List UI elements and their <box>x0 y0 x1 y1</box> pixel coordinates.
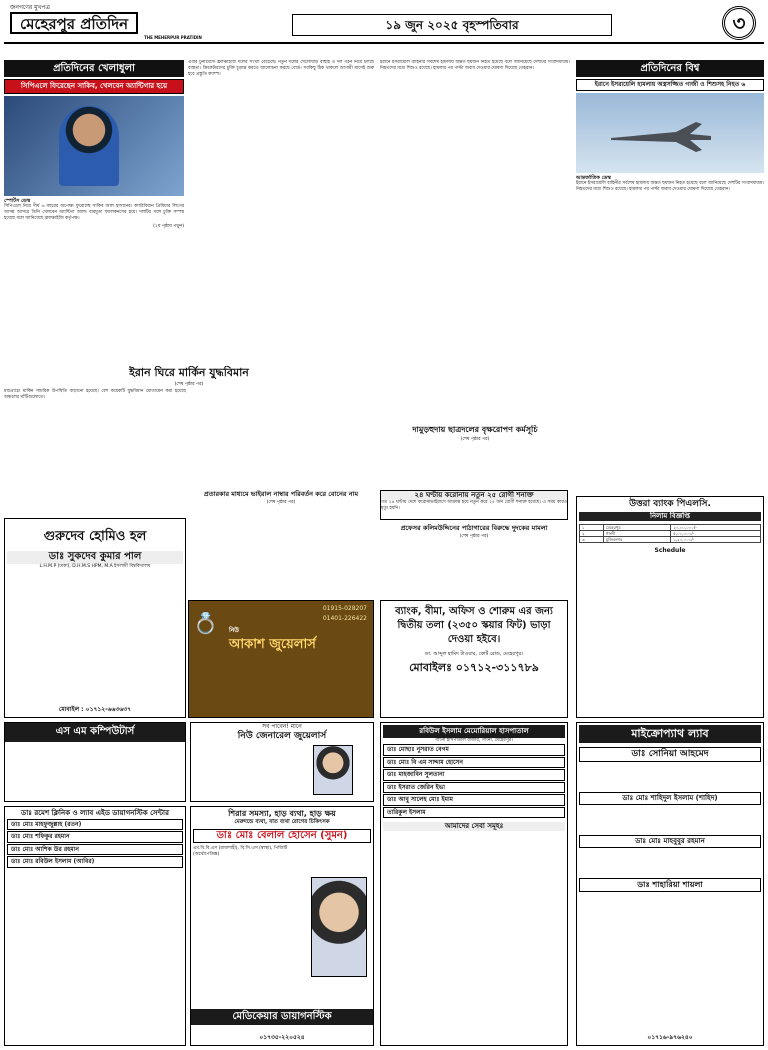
hospital-doctor-1: ডাঃ মোছাঃ নুসরাত বেগম <box>383 744 565 756</box>
jewelry-name: আকাশ জুয়েলার্স <box>229 637 316 652</box>
ortho-ad <box>190 806 374 1046</box>
iran-headline: ইরান ঘিরে মার্কিন যুদ্ধবিমান <box>129 366 249 379</box>
rent-mobile: মোবাইলঃ ০১৭১২-৩১১৭৮৯ <box>409 661 539 675</box>
jewelry-tag: নিউ <box>229 627 239 634</box>
corona-headline: ২৪ ঘণ্টায় করোনায় নতুন ২৫ রোগী শনাক্ত <box>381 491 567 500</box>
jet-icon <box>606 118 716 154</box>
hospital-doctor-2: ডাঃ মোঃ বি এম সাদ্দাম হোসেন <box>383 757 565 769</box>
column-three <box>380 60 570 360</box>
tola-headline: প্রফেসর কলিমউদ্দিনের পাঠাগারের বিরুদ্ধে দুদকের মামলা <box>400 524 548 532</box>
tola-continued: (শেষ পৃষ্ঠার পর) <box>459 534 489 540</box>
jewelry-phone2: 01401-226422 <box>322 615 367 622</box>
world-headline: ইরানে ইসরায়েলি হামলায় অস্ত্রসজ্জিত গাজী ও শিশুসহ নিহত ৬ <box>576 79 764 91</box>
ortho-degree: এম.বি.বি.এস (রাজশাহী), বি.সি.এস (স্বাস্থ্য), পিজিটি (অর্থোপেডিক্স) <box>193 846 288 857</box>
general-jewellers-ad <box>190 722 374 802</box>
sports-body: সিপিএলে নিয়ে দীর্ঘ ৬ বছরের অপেক্ষা ফুরোচ্ছে সাকিব আল হাসানের। ক্যারিবিয়ান প্রিমিয়ার লিগের আসন্ন আসরে তিনি খেলবেন অ্যান্টিগা অ্যান্ড বারমুডা ফ্যালকনসের হয়ে। দলটির সঙ্গে চুক্তি সম্পন্ন হয়েছে বলে জানিয়েছে ফ্র্যাঞ্চাইজি কর্তৃপক্ষ। <box>4 204 184 221</box>
bank-name: উত্তরা ব্যাংক পিএলসি. <box>629 499 711 509</box>
homeo-degree: L.H.M.P (ঢাকা), D.H.M.S HPM, M.A ইসলামী বিশ্ববিদ্যালয় <box>39 563 151 569</box>
hospital-name: রবিউল ইসলাম মেমোরিয়াল হাসপাতাল <box>383 725 565 738</box>
sports-byline: স্পোর্টস ডেস্ক <box>4 197 31 204</box>
page-number: ৩ <box>722 6 756 40</box>
voice-headline: প্রতারকার মাধ্যমে ভাইরাল নাম্বার পরিবর্তন করে বোনের নাম <box>203 490 359 498</box>
ortho-doctor: ডাঃ মোঃ বেলাল হোসেন (সুমন) <box>193 829 371 844</box>
owner-avatar <box>313 745 353 795</box>
ortho-title: শিরার সমস্যা, হাড় ব্যথা, হাড় ক্ষয় <box>228 809 336 818</box>
hospital-doctor-5: ডাঃ আবু সালেহ মোঃ ইমাম <box>383 794 565 806</box>
hospital-doctor-6: তারিকুল ইসলাম <box>383 807 565 819</box>
table-row: ৩ মুজিবনগর ১,২০,০০০/- <box>580 537 761 543</box>
homeo-doctor: ডাঃ সুকদেব কুমার পাল <box>7 551 183 564</box>
diag-doctor-1: ডাঃ মোঃ মাহফুজুল্লাহ (রতন) <box>7 819 183 831</box>
hospital-services: আমাদের সেবা সমূহঃ <box>383 822 565 831</box>
bank-table <box>579 524 761 543</box>
diag-doctor-3: ডাঃ মোঃ আশিক উর রহমান <box>7 844 183 856</box>
bank-schedule: Schedule <box>654 547 686 554</box>
computer-ad <box>4 722 186 802</box>
computer-name: এস এম কম্পিউটার্স <box>5 723 185 742</box>
issue-date: ১৯ জুন ২০২৫ বৃহস্পতিবার <box>292 14 612 36</box>
sports-continued: (২য় পৃষ্ঠায় পড়ুন) <box>153 224 184 229</box>
world-section <box>576 60 764 490</box>
corona-body: গত ২৪ ঘণ্টায় দেশে করোনাভাইরাসে আক্রান্ত হয়ে নতুন করে ২৫ জন রোগী শনাক্ত হয়েছে। এ সময় কারও মৃত্যু হয়নি। <box>381 499 567 511</box>
world-section-title: প্রতিদিনের বিশ্ব <box>576 60 764 77</box>
homeo-name: গুরুদেব হোমিও হল <box>43 529 147 544</box>
hospital-ad <box>380 722 568 1046</box>
ortho-center: মেডিকেয়ার ডায়াগনস্টিক <box>191 1009 373 1026</box>
world-byline: আন্তর্জাতিক ডেস্ক <box>576 174 611 181</box>
necklace-icon: 💍 <box>193 611 218 635</box>
micro-doctor-2: ডাঃ মোঃ শাহিদুল ইসলাম (শাহিদ) <box>579 792 761 805</box>
ortho-phone: ০১৭৩৫-২২০৫২৪ <box>259 1033 305 1041</box>
homeo-phone: মোবাইল : ০১৭১২-৬৬৩৬৩৭ <box>58 705 132 713</box>
column-two-body: এবার টুর্নামেন্টে ফ্র্যাঞ্চাইজি দলের সংখ্যা বেড়েছে। নতুন দলের খেলোয়াড় বাছাই ও দল গঠন নিয়ে চলছে ব্যস্ততা। ক্রিকেটারদের চুক্তি চূড়ান্ত করতে আলোচনা করছে বোর্ড। সবকিছু ঠিক থাকলে আগামী মাসেই শুরু হবে প্রস্তুতি ক্যাম্প। <box>188 60 374 77</box>
masthead-english: THE MEHERPUR PRATIDIN <box>144 35 202 40</box>
column-three-body: ইরানে ইসরায়েলি বাহিনীর সর্বশেষ হামলায় অন্তত ছয়জন নিহত হয়েছে বলে জানিয়েছে দেশটির সংবাদমাধ্যম। নিহতদের মধ্যে শিশুও রয়েছে। হামলার পর পাল্টা জবাব দেওয়ার ঘোষণা দিয়েছে তেহরান। <box>380 60 570 71</box>
jewellers-name: নিউ জেনারেল জুয়েলার্স <box>237 730 327 741</box>
rent-contact: ডা. আব্দুল হামিদ টাওয়ার, কোর্ট রোড, মেহেরপুর। <box>424 651 524 657</box>
ortho-subtitle: মেরুদন্ডে ব্যথা, বাত ব্যথা রোগের চিকিৎসক <box>234 819 330 825</box>
masthead <box>4 2 764 44</box>
bank-notice-title: নিলাম বিজ্ঞপ্তি <box>579 512 761 521</box>
sports-section-title: প্রতিদিনের খেলাধুলা <box>4 60 184 77</box>
shakib-photo <box>4 96 184 196</box>
corona-story <box>380 490 568 520</box>
bank-notice <box>576 496 764 718</box>
table-row: ১ মেহেরপুর ২০,০০,০০০/- <box>580 525 761 531</box>
column-two <box>188 60 374 360</box>
micropath-ad <box>576 722 764 1046</box>
voice-continued: (শেষ পৃষ্ঠার পর) <box>266 500 296 506</box>
masthead-tagline: জনগণের মুখপত্র <box>10 4 50 11</box>
jewellers-slogan: সব পাবেন! মানে <box>262 723 302 730</box>
diag-doctor-2: ডাঃ মোঃ শফিকুর রহমান <box>7 831 183 843</box>
iran-body: মধ্যপ্রাচ্যে মার্কিন সামরিক উপস্থিতি বাড়ানো হয়েছে। বেশ কয়েকটি যুদ্ধবিমান মোতায়েন করা হয়েছে অঞ্চলের ঘাঁটিগুলোতে। <box>4 389 186 401</box>
tola-story <box>380 524 568 544</box>
masthead-title: মেহেরপুর প্রতিদিন <box>10 12 138 34</box>
diagnostic-ad <box>4 806 186 1046</box>
hospital-doctor-3: ডাঃ মাহজাবিন সুলতানা <box>383 769 565 781</box>
rent-ad <box>380 600 568 718</box>
micro-doctor-3: ডাঃ মোঃ মাহবুবুর রহমান <box>579 835 761 848</box>
rent-text: ব্যাংক, বীমা, অফিস ও শোরুম এর জন্য দ্বিতীয় তলা (২৩৫০ স্কয়ার ফিট) ভাড়া দেওয়া হইবে। <box>395 606 553 645</box>
table-row: ২ গাংনী ৫,০০,০০০/- <box>580 531 761 537</box>
diagnostic-clinic: ডাঃ রমেশ ক্লিনিক ও ল্যাব এইড ডায়াগনস্টিক সেন্টার <box>21 809 169 817</box>
damurhuda-story <box>380 425 570 455</box>
jewelry-ad <box>188 600 374 718</box>
sports-headline: সিপিএলে ফিরেছেন সাকিব, খেলবেন অ্যান্টিগার হয়ে <box>4 79 184 94</box>
player-figure <box>59 106 119 186</box>
iran-continued: (শেষ পৃষ্ঠার পর) <box>174 381 204 387</box>
micropath-name: মাইক্রোপ্যাথ ল্যাব <box>579 725 761 743</box>
voice-story <box>188 490 374 518</box>
doctor-avatar <box>311 877 367 977</box>
sports-section <box>4 60 184 400</box>
damurhuda-continued: (শেষ পৃষ্ঠার পর) <box>460 437 490 442</box>
damurhuda-headline: দামুড়হুদায় ছাত্রদলের বৃক্ষরোপণ কর্মসূচি <box>412 425 538 434</box>
micro-doctor-1: ডাঃ সোনিয়া আহমেদ <box>579 747 761 762</box>
fighter-jet-photo <box>576 93 764 173</box>
iran-planes-story <box>4 366 374 488</box>
hospital-address: গাংনী হাসপাতাল বাজার, গাংনী, মেহেরপুর। <box>435 737 513 743</box>
jewelry-phone1: 01915-028207 <box>322 605 367 612</box>
diag-doctor-4: ডাঃ মোঃ রবিউল ইসলাম (আবির) <box>7 856 183 868</box>
world-body: ইরানে ইসরায়েলি বাহিনীর সর্বশেষ হামলায় অন্তত ছয়জন নিহত হয়েছে বলে জানিয়েছে দেশটির সংবাদমাধ্যম। নিহতদের মধ্যে শিশুও রয়েছে। হামলার পর পাল্টা জবাব দেওয়ার ঘোষণা দিয়েছে তেহরান। <box>576 180 764 192</box>
micro-doctor-4: ডাঃ শাহারিয়া শায়লা <box>579 878 761 892</box>
micropath-phone: ০১৭১৬-৯৭৬২৪০ <box>647 1033 693 1041</box>
hospital-doctor-4: ডাঃ ইসরাত জেরিন ইভা <box>383 782 565 794</box>
homeo-ad <box>4 518 186 718</box>
